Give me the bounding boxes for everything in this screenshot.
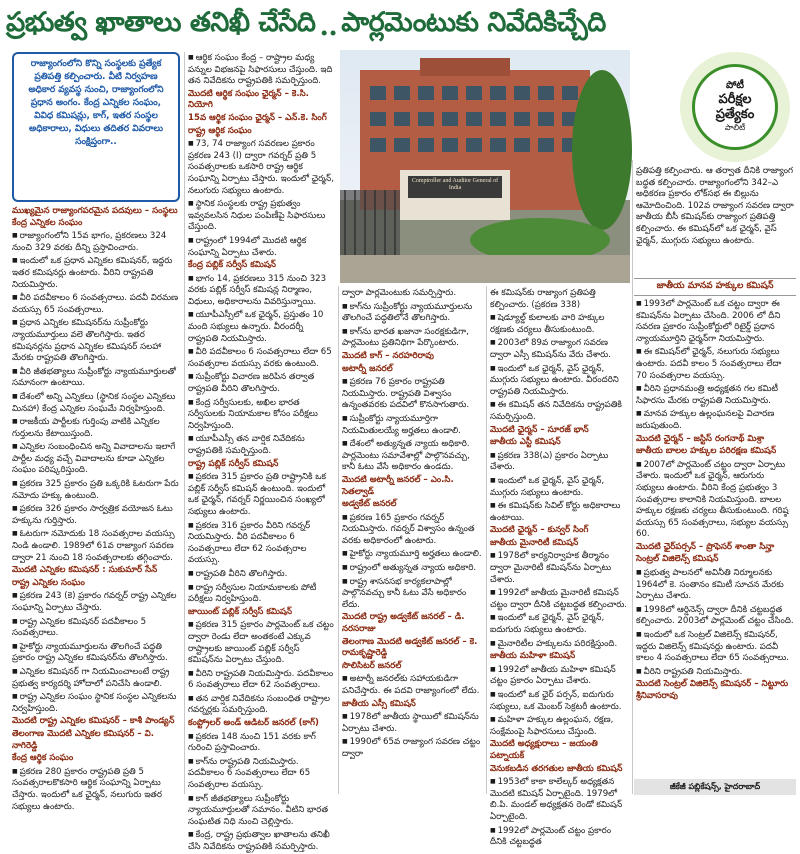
section-subheading: జాతీయ మైనారిటీ కమిషన్ [490,537,579,548]
paragraph: ■ ప్రకరణ 325 ప్రకారం ప్రతి ఒక్కరికి ఓటరుగా పేరు నమోదు హక్కు ఉంటుంది. [12,478,180,502]
section-subheading: మొదటి అటార్నీ జనరల్ – ఎం.సి. సెతల్వాడ్ [342,474,454,497]
column-2 [188,52,336,852]
paragraph: ఈ కమిషన్‌కు రాజ్యాంగ ప్రతిపత్తి కల్పించారు. (ప్రకరణ 338) [490,288,596,310]
nhrc-section-title: జాతీయ మానవ హక్కుల కమిషన్ [634,278,796,296]
headline [6,4,794,48]
section-subheading: సెంట్రల్ విజిలెన్స్ కమిషన్ [636,554,719,565]
photo-sign-text: Comptroller and Auditor General of India [411,178,499,191]
cag-building-photo [340,50,630,283]
section-subheading: కేంద్ర పబ్లిక్ సర్వీస్ కమిషన్ [188,260,276,271]
competitive-exam-special-badge [680,52,790,162]
paragraph: ■ స్థానిక సంస్థలకు రాష్ట్ర ప్రభుత్వం ఇవ్వవలసిన నిధుల పంపిణీపై సిఫారసులు చేస్తుంది. [188,198,336,234]
section-subheading: అటార్నీ జనరల్ [342,363,393,374]
paragraph: ■ దేశంలో అత్యున్నత న్యాయ అధికారి. పార్లమెంటు సమావేశాల్లో పాల్గొనవచ్చు, కానీ ఓటు వేసే అధికారం ఉండదు. [342,438,484,474]
section-subheading: సొలిసిటర్ జనరల్ [342,660,402,671]
paragraph: ■ ఓటరుగా నమోదుకు 18 సంవత్సరాల వయస్సు నిండి ఉండాలి. 1989లో 61వ రాజ్యాంగ సవరణ ద్వారా 21 నుంచి 18 సంవత్సరాలకు తగ్గించారు. [12,528,180,564]
paragraph: ■ 1998లో ఆర్డినెన్స్ ద్వారా దీనికి చట్టబద్ధత కల్పించారు. 2003లో పార్లమెంట్ చట్టం చేసింది. [636,604,794,628]
section-subheading: మొదటి సెంట్రల్ విజిలెన్స్ కమిషనర్ – నిట్టూరు శ్రీనివాసరావు [636,679,789,701]
paragraph: ■ 1993లో పార్లమెంట్ ఒక చట్టం ద్వారా ఈ కమిషన్‌ను ఏర్పాటు చేసింది. 2006 లో దీని సవరణ ప్రకారం సుప్రీంకోర్టులో రిటైర్డ్ ప్రధాన న్యాయమూర్తిని ఛైర్మన్‌గా నియమిస్తారు. [636,298,794,345]
section-subheading: జాతీయ ఎస్టీ కమిషన్ [490,437,561,448]
paragraph: ■ ప్రకరణ 315 ప్రకారం పార్లమెంట్ ఒక చట్టం ద్వారా రెండు లేదా అంతకంటే ఎక్కువ రాష్ట్రాలకు జాయింట్ పబ్లిక్ సర్వీస్ కమిషన్‌ను ఏర్పాటు చేస్తుంది. [188,619,336,666]
paragraph: ■ రాష్ట్ర సర్వీసుల నియామకాలకు పోటీ పరీక్షలు నిర్వహిస్తుంది. [188,582,336,606]
paragraph: ■ ఎన్నికల సంబంధించిన అన్ని వివాదాలను ఇలాగే పార్టీల మధ్య వచ్చే వివాదాలను కూడా ఎన్నికల సంఘం పరిష్కరిస్తుంది. [12,441,180,477]
paragraph: ■ ప్రకరణ 76 ప్రకారం రాష్ట్రపతి నియమిస్తారు. రాష్ట్రపతి విశ్వాసం ఉన్నంతవరకు పదవిలో కొనసాగుతారు. [342,376,484,412]
section-subheading: తెలంగాణ మొదటి అడ్వకేట్ జనరల్ – కె. రామకృష్ణారెడ్డి [342,636,478,659]
paragraph: ■ ఇందులో ఒక ఛైర్మన్, వైస్ ఛైర్మన్, ముగ్గురు సభ్యులు ఉంటారు. [490,475,630,499]
headline-part2: పార్లమెంటుకు నివేదికిచ్చేది [341,7,606,38]
section-subheading: కేంద్ర ఆర్థిక సంఘం [12,753,74,764]
section-subheading: జాయింట్ పబ్లిక్ సర్వీస్ కమిషన్ [188,606,293,617]
section-subheading: 15వ ఆర్థిక సంఘం ఛైర్మన్ – ఎన్.కె. సింగ్ [188,112,327,123]
paragraph: ■ హైకోర్టు న్యాయమూర్తులను తొలగించే పద్ధతి ప్రకారం రాష్ట్ర ఎన్నికల కమిషనర్‌ను తొలగిస్తారు. [12,641,180,665]
section-subheading: అడ్వకేట్ జనరల్ [342,499,397,510]
paragraph: ■ ఇందులో ఒక సెంట్రల్ విజిలెన్స్ కమిషనర్, ఇద్దరు విజిలెన్స్ కమిషనర్లు ఉంటారు. పదవీ కాలం 4 సంవత్సరాలు లేదా 65 సంవత్సరాలు. [636,629,794,665]
paragraph: ■ ప్రకరణ 148 నుంచి 151 వరకు కాగ్ గురించి ప్రస్తావించారు. [188,731,336,755]
paragraph: ■ రాష్ట్రంలో 1994లో మొదటి ఆర్థిక సంఘాన్ని ఏర్పాటు చేశారు. [188,235,336,259]
paragraph: ■ యూపీఎస్సీ తన వార్షిక నివేదికను రాష్ట్రపతికి సమర్పిస్తుంది. [188,433,336,457]
paragraph: ■ ఈ కమిషన్‌లో ఛైర్మన్, నలుగురు సభ్యులు ఉంటారు. పదవీ కాలం 5 సంవత్సరాలు లేదా 70 సంవత్సరాల వయస్సు. [636,346,794,382]
paragraph: ■ సుప్రీంకోర్టు విచారణ జరిపిన తర్వాత రాష్ట్రపతి వీరిని తొలగిస్తారు. [188,371,336,395]
paragraph: ■ యూపీఎస్సీలో ఒక ఛైర్మన్, ప్రస్తుతం 10 మంది సభ్యులు ఉన్నారు. వీరందర్నీ రాష్ట్రపతి నియమిస్తారు. [188,309,336,345]
column-4 [490,288,630,848]
paragraph: ■ కాగ్‌ను భారత ఖజానా సంరక్షకుడిగా, పార్లమెంటు ప్రతినిధిగా పేర్కొంటారు. [342,326,484,350]
paragraph: ■ మైనారిటీల హక్కులను పరిరక్షిస్తుంది. [490,638,630,651]
section-subheading: మొదటి ఆర్థిక సంఘం ఛైర్మన్ – కె.సి. నియోగి [188,88,309,111]
paragraph: ■ 73, 74 రాజ్యాంగ సవరణల ప్రకారం ప్రకరణ 243 (I) ద్వారా గవర్నర్ ప్రతి 5 సంవత్సరాలకు ఒకసారి రాష్ట్ర ఆర్థిక సంఘాన్ని ఏర్పాటు చేస్తారు. ఇందులో ఛైర్మన్, నలుగురు సభ్యులు ఉంటారు. [188,138,336,197]
section-subheading: జాతీయ మహిళా కమిషన్ [490,651,576,662]
paragraph: ■ 1992లో జాతీయ మైనారిటీ కమిషన్ చట్టం ద్వారా దీనికి చట్టబద్ధత కల్పించారు. [490,587,630,611]
column-3 [342,288,484,794]
section-subheading: మొదటి ఛైర్‌పర్సన్ – ప్రొఫెసర్ శాంతా సిన్హా [636,541,775,552]
section-subheading: జాతీయ ఎస్సీ కమిషన్ [342,698,416,709]
paragraph: ద్వారా పార్లమెంటుకు సమర్పిస్తారు. [342,288,457,298]
paragraph: ■ ఎన్నికల కమిషనర్‌ గా నియమించాలంటే రాష్ట్ర ప్రభుత్వ కార్యదర్శి హోదాలో పనిచేసి ఉండాలి. [12,666,180,690]
paragraph: ■ కాగ్‌ను సుప్రీంకోర్టు న్యాయమూర్తులను తొలగించే పద్ధతిలోనే తొలగిస్తారు. [342,301,484,325]
badge-line4: పాలిటీ [724,123,746,132]
paragraph: ■ వీరి పదవీకాలం 6 సంవత్సరాలు లేదా 65 సంవత్సరాల వయస్సు వరకు ఉంటుంది. [188,346,336,370]
paragraph: ■ ఇందులో ఒక ప్రధాన ఎన్నికల కమిషనర్, ఇద్దరు ఇతర కమిషనర్లు ఉంటారు. వీరిని రాష్ట్రపతి నియమిస్తారు. [12,255,180,291]
paragraph: ■ రాష్ట్ర ఎన్నికల కమిషనర్ పదవీకాలం 5 సంవత్సరాలు. [12,616,180,640]
paragraph: ■ 1990లో 65వ రాజ్యాంగ సవరణ చట్టం ద్వారా [342,736,484,760]
section-subheading: మొదటి ఛైర్మన్ – జస్టిస్ రంగనాథ్ మిశ్రా [636,433,765,444]
paragraph: ■ వీరిని ప్రధానమంత్రి అధ్యక్షతన గల కమిటీ సిఫారసు మేరకు రాష్ట్రపతి నియమిస్తారు. [636,383,794,407]
column-6 [636,298,794,776]
paragraph: ■ వీరిని రాష్ట్రపతి నియమిస్తారు. పదవీకాలం 6 సంవత్సరాలు లేదా 62 సంవత్సరాలు. [188,668,336,692]
paragraph: ■ 1992లో జాతీయ మహిళా కమిషన్ చట్టం ప్రకారం ఏర్పాటు చేశారు. [490,664,630,688]
paragraph: ■ వీరి పదవీకాలం 6 సంవత్సరాలు. పదవీ విరమణ వయస్సు 65 సంవత్సరాలు. [12,292,180,316]
paragraph: ■ కేంద్ర సర్వీసులకు, అఖిల భారత సర్వీసులకు నియామకాల కోసం పరీక్షలు నిర్వహిస్తుంది. [188,397,336,433]
section-subheading: మొదటి ఛైర్మన్ – కున్వర్ సింగ్ [490,525,589,536]
paragraph: ■ వీరి జీతభత్యాలు సుప్రీంకోర్టు న్యాయమూర్తులతో సమానంగా ఉంటాయి. [12,366,180,390]
section-subheading: ముఖ్యమైన రాజ్యాంగపరమైన పదవులు – సంస్థలు కేంద్ర ఎన్నికల సంఘం [12,206,178,228]
paragraph: ■ తన వార్షిక నివేదికను సంబంధిత రాష్ట్రాల గవర్నర్లకు సమర్పిస్తుంది. [188,693,336,717]
paragraph: ■ ప్రధాన ఎన్నికల కమిషనర్‌ను సుప్రీంకోర్టు న్యాయమూర్తులు వలె తొలగిస్తారు. ఇతర కమిషనర్లను ప్రధాన ఎన్నికల కమిషనర్ సలహా మేరకు రాష్ట్రపతి తొలగిస్తారు. [12,317,180,364]
paragraph: ■ రాష్ట్ర శాసనసభ కార్యకలాపాల్లో పాల్గొనవచ్చు కానీ ఓటు వేసే అధికారం లేదు. [342,576,484,612]
section-subheading: మొదటి ఛైర్మన్ – సూరజ్ భాన్ [490,424,589,435]
paragraph: ■ ఈ కమిషన్ తన నివేదికను రాష్ట్రపతికి సమర్పిస్తుంది. [490,399,630,423]
section-subheading: రాష్ట్ర ఎన్నికల సంఘం [12,577,85,588]
paragraph: ■ 2003లో 89వ రాజ్యాంగ సవరణ ద్వారా ఎస్సీ కమిషన్‌ను వేరు చేశారు. [490,337,630,361]
paragraph: ■ ప్రకరణ 326 ప్రకారం సార్వత్రిక వయోజన ఓటు హక్కును గుర్తిస్తారు. [12,503,180,527]
paragraph: ■ రాష్ట్ర ఎన్నికల సంఘం స్థానిక సంస్థల ఎన్నికలను నిర్వహిస్తుంది. [12,691,180,715]
badge-line2: పరీక్షల [718,92,752,107]
section-subheading: మొదటి రాష్ట్ర ఎన్నికల కమిషనర్ – కాశీ పాండ్యన్ [12,716,175,727]
paragraph: ■ ఇందులో ఒక ఛైర్మన్, వైస్ ఛైర్మన్, ముగ్గురు సభ్యులు ఉంటారు. వీరందరిని రాష్ట్రపతి నియమిస్తారు. [490,363,630,399]
paragraph: ■ మానవ హక్కుల ఉల్లంఘనలపై విచారణ జరుపుతుంది. [636,408,794,432]
paragraph: ■ ప్రకరణ 315 ప్రకారం ప్రతి రాష్ట్రానికి ఒక పబ్లిక్ సర్వీస్ కమిషన్ ఉంటుంది. ఇందులో ఒక ఛైర్మన్, గవర్నర్ నిర్ణయించిన సంఖ్యలో సభ్యులు ఉంటారు. [188,471,336,518]
paragraph: ■ షెడ్యూల్డ్ కులాలకు వారి హక్కుల రక్షణకు చర్యలు తీసుకుంటుంది. [490,312,630,336]
section-subheading: తెలంగాణ మొదటి ఎన్నికల కమిషనర్ – వి. నాగిరెడ్డి [12,728,155,751]
column-5 [636,166,794,276]
paragraph: ■ కాగ్‌ను రాష్ట్రపతి నియమిస్తారు. పదవీకాలం 6 సంవత్సరాలు లేదా 65 సంవత్సరాల వయస్సు. [188,756,336,792]
paragraph: ■ ఆర్థిక సంఘం కేంద్ర – రాష్ట్రాల మధ్య పన్నుల విభజనపై సిఫారసులు చేస్తుంది. ఇది తన నివేదికను రాష్ట్రపతికి సమర్పిస్తుంది. [188,52,336,88]
paragraph: ■ రాష్ట్రంలో అత్యున్నత న్యాయ అధికారి. [342,562,484,575]
paragraph: ■ మహిళా హక్కుల ఉల్లంఘన, రక్షణ, సంక్షేమంపై సిఫారసులు చేస్తుంది. [490,714,630,738]
section-subheading: మొదటి రాష్ట్ర అడ్వకేట్ జనరల్ – డి. నరసరాజు [342,612,465,635]
building-image [340,50,630,283]
section-subheading: మొదటి ఎన్నికల కమిషనర్ : సుకుమార్ సేన్ [12,565,158,576]
section-subheading: మొదటి అధ్యక్షురాలు – జయంతి పట్నాయక్ [490,739,598,761]
paragraph: ■ ఇందులో ఒక ఛైర్ పర్సన్, ఐదుగురు సభ్యులు, ఒక మెంబర్ సెక్రటరీ ఉంటారు. [490,689,630,713]
paragraph: ■ ప్రకరణ 316 ప్రకారం వీరిని గవర్నర్ నియమిస్తారు. వీరి పదవీకాలం 6 సంవత్సరాలు లేదా 62 సంవత్సరాల వయస్సు. [188,520,336,567]
paragraph: ■ భాగం 14, ప్రకరణలు 315 నుంచి 323 వరకు పబ్లిక్ సర్వీస్ కమిషన్ల నిర్మాణం, విధులు, అధికారాలను వివరిస్తున్నాయి. [188,273,336,309]
paragraph: ■ 1978లో జాతీయ స్థాయిలో కమిషన్‌ను ఏర్పాటు చేశారు. [342,711,484,735]
paragraph: ■ వీరిని రాష్ట్రపతి నియమిస్తారు. [636,666,794,679]
headline-part1: ప్రభుత్వ ఖాతాలు తనిఖీ చేసేది [6,7,316,38]
intro-box: రాజ్యాంగంలోని కొన్ని సంస్థలకు ప్రత్యేక ప్రతిపత్తి కల్పించారు. వీటి నిర్వహణ అధికార వ్యవస్థ నుంచి, రాజ్యాంగంలోని ప్రధాన అంగం. కేంద్ర ఎన్నికల సంఘం, వివిధ కమిషన్లు, కాగ్, ఇతర సంస్థల అధికారాలు, విధులు తదితర వివరాలు సంక్షిప్తంగా.. [12,52,180,202]
column-1 [12,206,180,812]
paragraph: ■ 2007లో పార్లమెంట్ చట్టం ద్వారా ఏర్పాటు చేశారు. ఇందులో ఒక ఛైర్మన్, ఆరుగురు సభ్యులు ఉంటారు. వీరిని కేంద్ర ప్రభుత్వం 3 సంవత్సరాల కాలానికి నియమిస్తుంది. బాలల హక్కుల రక్షణకు చర్యలు తీసుకుంటుంది. గరిష్ఠ వయస్సు 65 సంవత్సరాలు, సభ్యుల వయస్సు 60. [636,459,794,541]
paragraph: ■ ప్రకరణ 280 ప్రకారం రాష్ట్రపతి ప్రతి 5 సంవత్సరాలకొకసారి ఆర్థిక సంఘాన్ని ఏర్పాటు చేస్తారు. ఇందులో ఒక ఛైర్మన్, నలుగురు ఇతర సభ్యులు ఉంటారు. [12,766,180,813]
paragraph: ■ అటార్నీ జనరల్‌కు సహాయకుడిగా పనిచేస్తారు. ఈ పదవి రాజ్యాంగంలో లేదు. [342,673,484,697]
paragraph: ■ ప్రభుత్వ పాలనలో అవినీతి నిర్మూలనకు 1964లో కె. సంతానం కమిటీ సూచన మేరకు ఏర్పాటు చేశారు. [636,567,794,603]
section-subheading: రాష్ట్ర పబ్లిక్ సర్వీస్ కమిషన్ [188,458,279,469]
paragraph: ■ హైకోర్టు న్యాయమూర్తి అర్హతలు ఉండాలి. [342,548,484,561]
paragraph: ■ ప్రకరణ 165 ప్రకారం గవర్నర్ నియమిస్తారు. గవర్నర్ విశ్వాసం ఉన్నంత వరకు అధికారంలో ఉంటారు. [342,512,484,548]
paragraph: ■ రాజ్యాంగంలోని 15వ భాగం, ప్రకరణలు 324 నుంచి 329 వరకు దీన్ని ప్రస్తావించారు. [12,230,180,254]
paragraph: ■ సుప్రీంకోర్టు న్యాయమూర్తిగా నియమితులయ్యే అర్హతలు ఉండాలి. [342,413,484,437]
section-subheading: వెనుకబడిన తరగతుల జాతీయ కమిషన్ [490,763,623,774]
paragraph: ప్రతిపత్తి కల్పించారు. ఆ తర్వాత దీనికి రాజ్యాంగ బద్ధత కల్పించారు. రాజ్యాంగంలోని 342–ఎ అధికరణ ప్రకారం లోక్‌సభ ఈ బిల్లును ఆమోదించింది. 102వ రాజ్యాంగ సవరణ ద్వారా జాతీయ బీసీ కమిషన్‌కు రాజ్యాంగ ప్రతిపత్తి కల్పించారు. ఈ కమిషన్‌లో ఒక ఛైర్మన్, వైస్ ఛైర్మన్, ముగ్గురు సభ్యులు ఉంటారు. [636,166,794,246]
paragraph: ■ కేంద్ర, రాష్ట్ర ప్రభుత్వాల ఖాతాలను తనిఖీ చేసి నివేదికను రాష్ట్రపతికి సమర్పిస్తారు. [188,829,336,853]
publisher-footer: జీకేజీ పబ్లికేషన్స్, హైదరాబాద్ [634,779,796,795]
paragraph: ■ 1992లో పార్లమెంట్ చట్టం ప్రకారం దీనికి చట్టబద్ధత [490,825,630,849]
paragraph: ■ ఈ కమిషన్‌కు సివిల్ కోర్టు అధికారాలు ఉంటాయి. [490,500,630,524]
paragraph: ■ రాజకీయ పార్టీలకు గుర్తింపు వాటికి ఎన్నికల గుర్తులను కేటాయిస్తుంది. [12,416,180,440]
badge-line1: పోటీ [726,80,744,91]
section-subheading: మొదటి కాగ్ – నరహరిరావు [342,350,434,361]
paragraph: ■ రాష్ట్రపతి వీరిని తొలగిస్తారు. [188,568,336,581]
paragraph: ■ 1978లో కార్యనిర్వాహక తీర్మానం ద్వారా మైనారిటీ కమిషన్‌ను ఏర్పాటు చేశారు. [490,550,630,586]
paragraph: ■ కాగ్ జీతభత్యాలు సుప్రీంకోర్టు న్యాయమూర్తులతో సమానం. వీటిని భారత సంఘటిత నిధి నుంచి చెల్లిస్తారు. [188,793,336,829]
paragraph: ■ దేశంలో అన్ని ఎన్నికలు (స్థానిక సంస్థల ఎన్నికలు మినహా) కేంద్ర ఎన్నికల సంఘమే నిర్వహిస్తుంది. [12,391,180,415]
paragraph: ■ ఇందులో ఒక ఛైర్మన్, వైస్ ఛైర్మన్, ఐదుగురు సభ్యులు ఉంటారు. [490,612,630,636]
paragraph: ■ ప్రకరణ 338(ఎ) ప్రకారం ఏర్పాటు చేశారు. [490,450,630,474]
section-subheading: జాతీయ బాలల హక్కుల పరిరక్షణ కమిషన్ [636,446,777,457]
section-subheading: రాష్ట్ర ఆర్థిక సంఘం [188,125,252,136]
paragraph: ■ ప్రకరణ 243 (కె) ప్రకారం గవర్నర్ రాష్ట్ర ఎన్నికల సంఘాన్ని ఏర్పాటు చేస్తారు. [12,590,180,614]
badge-line3: ప్రత్యేకం [715,107,755,122]
paragraph: ■ 1953లో కాకా కాలేల్కర్ అధ్యక్షతన మొదటి కమిషన్ ఏర్పాటైంది. 1979లో బి.పి. మండల్ అధ్యక్షతన రెండో కమిషన్ ఏర్పాటైంది. [490,776,630,823]
headline-separator: .. [319,10,338,42]
section-subheading: కంప్ట్రోలర్ అండ్ ఆడిటర్ జనరల్ (కాగ్) [188,718,319,729]
